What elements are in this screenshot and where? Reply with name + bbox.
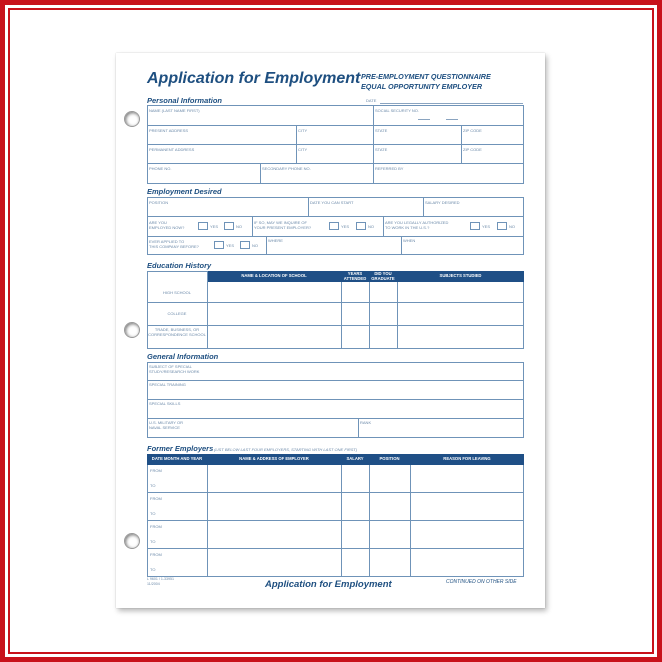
former-employers-note: (LIST BELOW LAST FOUR EMPLOYERS, STARTING WITH LAST ONE FIRST) <box>214 447 358 452</box>
label-to-3: TO <box>150 539 156 544</box>
edu-header-years: YEARS ATTENDED <box>341 271 369 282</box>
label-employed-now-line2: EMPLOYED NOW? <box>149 225 185 230</box>
checkbox-inquire-no[interactable] <box>356 222 366 230</box>
checkbox-authorized-no[interactable] <box>497 222 507 230</box>
divider <box>369 465 370 577</box>
emp-header-employer: NAME & ADDRESS OF EMPLOYER <box>207 454 341 465</box>
divider <box>207 271 208 349</box>
label-inquire-line2: YOUR PRESENT EMPLOYER? <box>254 225 312 230</box>
label-special-study-line1: SUBJECT OF SPECIAL <box>149 364 192 369</box>
section-title-employment-desired: Employment Desired <box>147 187 222 196</box>
divider <box>147 399 524 400</box>
edu-row-college: COLLEGE <box>167 311 187 316</box>
label-state-2: STATE <box>375 147 388 152</box>
label-yes: YES <box>226 243 235 248</box>
divider <box>341 465 342 577</box>
label-where: WHERE <box>268 238 283 243</box>
checkbox-employed-yes[interactable] <box>198 222 208 230</box>
label-zip: ZIP CODE <box>463 128 482 133</box>
checkbox-employed-no[interactable] <box>224 222 234 230</box>
emp-header-position: POSITION <box>369 454 410 465</box>
divider <box>296 125 297 163</box>
education-table <box>147 271 524 349</box>
divider <box>147 216 524 217</box>
binder-hole-top <box>124 111 140 127</box>
edu-row-trade: TRADE, BUSINESS, OR CORRESPONDENCE SCHOOL <box>148 327 206 337</box>
divider <box>147 548 524 549</box>
label-no: NO <box>368 224 374 229</box>
section-title-general: General Information <box>147 352 219 361</box>
label-military <box>149 420 183 430</box>
edu-row-highschool: HIGH SCHOOL <box>162 290 191 295</box>
divider <box>147 144 524 145</box>
label-city: CITY <box>298 128 308 133</box>
divider <box>410 465 411 577</box>
label-permanent-address: PERMANENT ADDRESS <box>149 147 195 152</box>
divider <box>358 418 359 438</box>
divider <box>373 105 374 125</box>
label-phone: PHONE NO. <box>149 166 172 171</box>
emp-header-date: DATE MONTH AND YEAR <box>147 454 207 465</box>
divider <box>341 282 342 349</box>
edu-header-school: NAME & LOCATION OF SCHOOL <box>207 271 341 282</box>
label-military-line2: NAVAL SERVICE <box>149 425 180 430</box>
label-applied-line1: EVER APPLIED TO <box>149 239 185 244</box>
emp-header-salary: SALARY <box>341 454 369 465</box>
section-title-former-employers: Former Employers <box>147 444 214 453</box>
label-special-training: SPECIAL TRAINING <box>149 382 186 387</box>
checkbox-applied-no[interactable] <box>240 241 250 249</box>
label-to-4: TO <box>150 567 156 572</box>
divider <box>383 216 384 236</box>
label-from-4: FROM <box>150 552 162 557</box>
divider <box>147 302 524 303</box>
divider <box>252 216 253 236</box>
divider <box>373 125 374 184</box>
form-code <box>147 577 174 586</box>
label-zip-2: ZIP CODE <box>463 147 482 152</box>
divider <box>308 197 309 216</box>
form-subtitle <box>361 72 491 91</box>
label-start-date: DATE YOU CAN START <box>310 200 354 205</box>
divider <box>147 125 524 126</box>
label-date: DATE <box>366 98 377 103</box>
label-to-1: TO <box>150 483 156 488</box>
application-form-page <box>116 53 545 608</box>
footer-title: Application for Employment <box>265 579 392 590</box>
label-yes: YES <box>482 224 491 229</box>
divider <box>401 236 402 255</box>
divider <box>423 197 424 216</box>
label-military-line1: U.S. MILITARY OR <box>149 420 184 425</box>
label-state: STATE <box>375 128 388 133</box>
section-title-personal: Personal Information <box>147 96 223 105</box>
divider <box>369 282 370 349</box>
label-applied-line2: THIS COMPANY BEFORE? <box>149 244 199 249</box>
divider <box>147 492 524 493</box>
form-code-line2: 11/2004 <box>147 581 160 586</box>
emp-header-reason: REASON FOR LEAVING <box>410 454 524 465</box>
divider <box>147 163 524 164</box>
label-position: POSITION <box>149 200 169 205</box>
checkbox-applied-yes[interactable] <box>214 241 224 249</box>
continued-note: CONTINUED ON OTHER SIDE <box>446 579 517 585</box>
divider <box>147 418 524 419</box>
label-employed-now-line1: ARE YOU <box>149 220 167 225</box>
label-when: WHEN <box>403 238 416 243</box>
label-inquire-line1: IF SO, MAY WE INQUIRE OF <box>254 220 307 225</box>
edu-header-graduate: DID YOU GRADUATE <box>369 271 397 282</box>
form-code-line1: L 9601 / 1-33951 <box>147 577 175 581</box>
label-rank: RANK <box>360 420 372 425</box>
label-employed-now <box>149 220 184 230</box>
form-title: Application for Employment <box>147 70 361 87</box>
divider <box>147 380 524 381</box>
divider <box>461 125 462 163</box>
label-yes: YES <box>341 224 350 229</box>
label-no: NO <box>509 224 515 229</box>
label-no: NO <box>252 243 258 248</box>
date-field[interactable] <box>380 103 523 104</box>
label-to-2: TO <box>150 511 156 516</box>
subtitle-equal-opportunity: EQUAL OPPORTUNITY EMPLOYER <box>361 81 483 91</box>
label-referred-by: REFERRED BY <box>375 166 404 171</box>
divider <box>147 236 524 237</box>
label-salary-desired: SALARY DESIRED <box>425 200 460 205</box>
label-no: NO <box>236 224 242 229</box>
label-authorized-line2: TO WORK IN THE U.S.? <box>385 225 430 230</box>
binder-hole-middle <box>124 322 140 338</box>
checkbox-inquire-yes[interactable] <box>329 222 339 230</box>
checkbox-authorized-yes[interactable] <box>470 222 480 230</box>
label-authorized-line1: ARE YOU LEGALLY AUTHORIZED <box>385 220 449 225</box>
binder-hole-bottom <box>124 533 140 549</box>
divider <box>147 325 524 326</box>
ssn-segment[interactable] <box>446 119 458 120</box>
label-special-study <box>149 364 199 374</box>
divider <box>266 236 267 255</box>
label-from-3: FROM <box>150 524 162 529</box>
edu-header-subjects: SUBJECTS STUDIED <box>397 271 524 282</box>
label-city-2: CITY <box>298 147 308 152</box>
label-secondary-phone: SECONDARY PHONE NO. <box>262 166 311 171</box>
label-ssn: SOCIAL SECURITY NO. <box>375 108 420 113</box>
label-name: NAME (LAST NAME FIRST) <box>149 108 200 113</box>
ssn-segment[interactable] <box>418 119 430 120</box>
label-inquire-employer <box>254 220 311 230</box>
label-authorized <box>385 220 448 230</box>
label-yes: YES <box>210 224 219 229</box>
divider <box>260 163 261 184</box>
label-present-address: PRESENT ADDRESS <box>149 128 189 133</box>
former-employers-table <box>147 454 524 577</box>
divider <box>147 520 524 521</box>
label-special-skills: SPECIAL SKILLS <box>149 401 181 406</box>
label-applied-before <box>149 239 199 249</box>
divider <box>207 465 208 577</box>
section-title-education: Education History <box>147 261 212 270</box>
general-info-box <box>147 362 524 438</box>
divider <box>397 282 398 349</box>
subtitle-questionnaire: PRE-EMPLOYMENT QUESTIONNAIRE <box>361 72 491 81</box>
label-from-2: FROM <box>150 496 162 501</box>
label-special-study-line2: STUDY/RESEARCH WORK <box>149 369 200 374</box>
label-from-1: FROM <box>150 468 162 473</box>
